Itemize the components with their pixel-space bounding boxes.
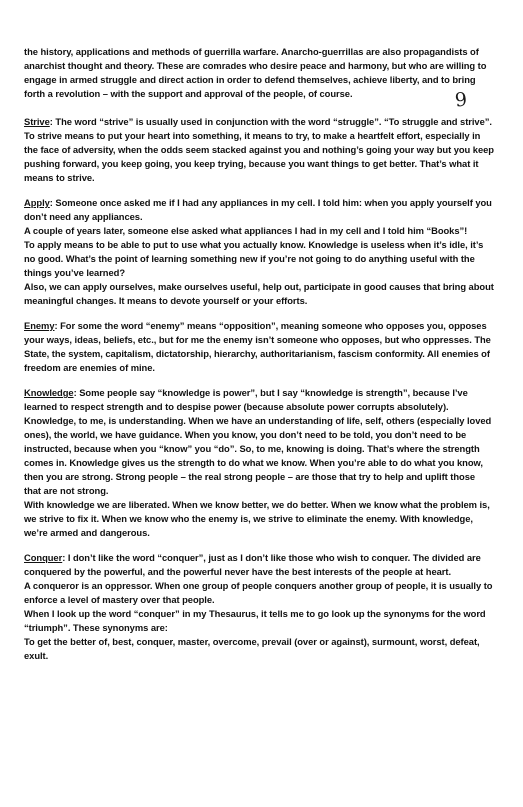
document-body (24, 45, 494, 674)
entry-term: Conquer (24, 552, 63, 563)
entry-term: Strive (24, 116, 50, 127)
entry-enemy (24, 319, 494, 375)
entry-paragraph: Also, we can apply ourselves, make ourselves useful, help out, participate in good causes that bring about meaningful changes. It means to devote yourself or your efforts. (24, 281, 494, 306)
entry-paragraph (24, 196, 494, 224)
entry-paragraph: A couple of years later, someone else asked what appliances I had in my cell and I told him “Books”! (24, 225, 468, 236)
entry-conquer (24, 551, 494, 663)
entry-strive (24, 115, 494, 185)
entry-paragraph (24, 551, 494, 579)
page-number: 9 (453, 88, 469, 112)
entry-paragraph: To get the better of, best, conquer, master, overcome, prevail (over or against), surmount, worst, defeat, exult. (24, 636, 480, 661)
entry-paragraph (24, 319, 494, 375)
entry-text: : Someone once asked me if I had any appliances in my cell. I told him: when you apply yourself you don’t need any appliances. (24, 197, 492, 222)
entry-term: Apply (24, 197, 50, 208)
entry-knowledge (24, 386, 494, 540)
entry-text: : Some people say “knowledge is power”, but I say “knowledge is strength”, because I’ve learned to respect strength and to despise power (because absolute power corrupts absolutely). Knowledge, to me, is understanding. When we have an understanding of life, self, others (especially loved ones), the world, we have guidance. When you know, you don’t need to be told, you don’t need to be instructed, because when you “know” you “do”. So, to me, knowing is doing. That’s where the strength comes in. Knowledge gives us the strength to do what we know. When you’re able to do what you know, then you are strong. Strong people – the real strong people – are those that try to help and uplift those that are not strong. (24, 387, 492, 496)
entry-paragraph: When I look up the word “conquer” in my Thesaurus, it tells me to go look up the synonyms for the word “triumph”. These synonyms are: (24, 608, 486, 633)
intro-paragraph: the history, applications and methods of guerrilla warfare. Anarcho-guerrillas are also propagandists of anarchist thought and theory. These are comrades who desire peace and harmony, but who are willing to engage in armed struggle and direct action in order to defend themselves, achieve liberty, and to bring forth a revolution – with the support and approval of the people, of course. (24, 46, 487, 99)
entry-term: Knowledge (24, 387, 74, 398)
entry-paragraph: With knowledge we are liberated. When we know better, we do better. When we know what the problem is, we strive to fix it. When we know who the enemy is, we strive to eliminate the enemy. With knowledge, we’re armed and dangerous. (24, 499, 490, 538)
entry-text: : For some the word “enemy” means “opposition”, meaning someone who opposes you, opposes your ways, ideas, beliefs, etc., but for me the enemy isn’t someone who opposes, but who oppresses. The State, the system, capitalism, dictatorship, hierarchy, authoritarianism, fascism conformity. All enemies of freedom are enemies of mine. (24, 320, 491, 373)
entry-paragraph: To apply means to be able to put to use what you actually know. Knowledge is useless when it’s idle, it’s no good. What’s the point of learning something new if you’re not going to do anything useful with the things you’ve learned? (24, 239, 484, 278)
entry-apply (24, 196, 494, 308)
entry-paragraph: A conqueror is an oppressor. When one group of people conquers another group of people, it is usually to enforce a level of mastery over that people. (24, 580, 493, 605)
entry-paragraph (24, 115, 494, 185)
entry-text: : The word “strive” is usually used in conjunction with the word “struggle”. “To struggle and strive”. To strive means to put your heart into something, it means to try, to make a heartfelt effort, especially in the face of adversity, when the odds seem stacked against you and nothing’s going your way but you keep pushing forward, you keep going, you keep trying, because you want things to get better. That’s what it means to strive. (24, 116, 494, 183)
entry-paragraph (24, 386, 494, 498)
entry-term: Enemy (24, 320, 55, 331)
entry-text: : I don’t like the word “conquer”, just as I don’t like those who wish to conquer. The divided are conquered by the powerful, and the powerful never have the best interests of the people at heart. (24, 552, 481, 577)
